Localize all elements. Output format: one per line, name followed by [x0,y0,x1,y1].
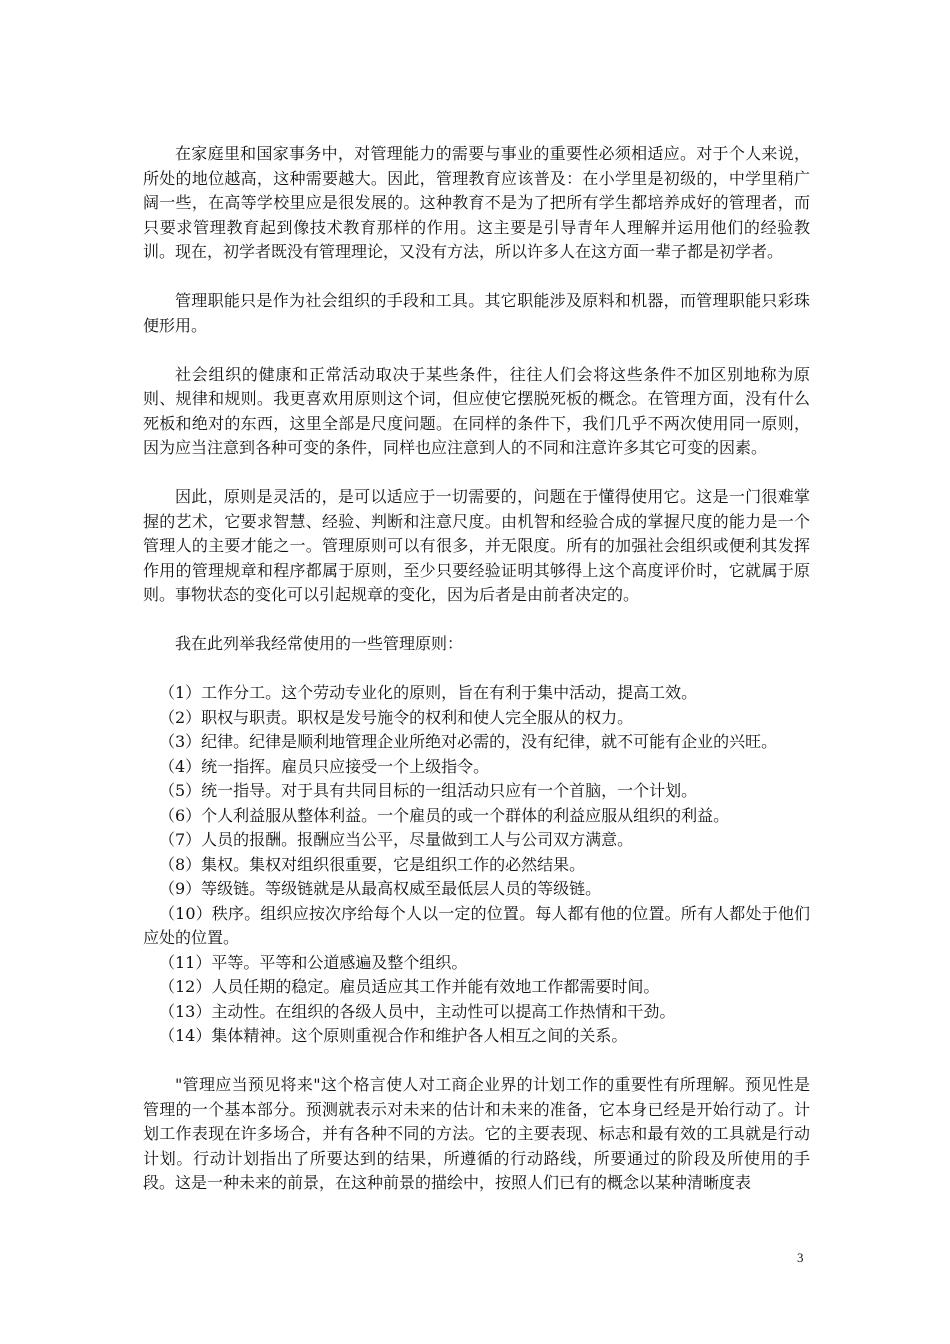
page-body [143,142,810,1196]
list-item: （6）个人利益服从整体利益。一个雇员的或一个群体的利益应服从组织的利益。 [159,805,730,825]
list-item: （3）纪律。纪律是顺利地管理企业所绝对必需的，没有纪律，就不可能有企业的兴旺。 [159,732,778,751]
list-item: （12）人员任期的稳定。雇员适应其工作并能有效地工作都需要时间。 [159,977,660,996]
list-item: （1）工作分工。这个劳动专业化的原则，旨在有利于集中活动，提高工效。 [159,683,698,702]
paragraph-planning: "管理应当预见将来"这个格言使人对工商企业界的计划工作的重要性有所理解。预见性是管理的一个基本部分。预测就表示对未来的估计和未来的准备，它本身已经是开始行动了。计划工作表现在许多场合，并有各种不同的方法。它的主要表现、标志和最有效的工具就是行动计划。行动计划指出了所要达到的结果，所遵循的行动路线，所要通过的阶段及所使用的手段。这是一种未来的前景，在这种前景的描绘中，按照人们已有的概念以某种清晰度表 [143,1075,810,1192]
list-item: （13）主动性。在组织的各级人员中，主动性可以提高工作热情和干劲。 [159,1001,676,1021]
list-item: （5）统一指导。对于具有共同目标的一组活动只应有一个首脑，一个计划。 [159,781,698,800]
list-item: （7）人员的报酬。报酬应当公平，尽量做到工人与公司双方满意。 [159,830,634,849]
paragraph-principles-flexibility: 因此，原则是灵活的，是可以适应于一切需要的，问题在于懂得使用它。这是一门很难掌握的艺术，它要求智慧、经验、判断和注意尺度。由机智和经验合成的掌握尺度的能力是一个管理人的主要才能之一。管理原则可以有很多，并无限度。所有的加强社会组织或便利其发挥作用的管理规章和程序都属于原则，至少只要经验证明其够得上这个高度评价时，它就属于原则。事物状态的变化可以引起规章的变化，因为后者是由前者决定的。 [143,487,810,604]
paragraph-management-education: 在家庭里和国家事务中，对管理能力的需要与事业的重要性必须相适应。对于个人来说，所处的地位越高，这种需要越大。因此，管理教育应该普及：在小学里是初级的，中学里稍广阔一些，在高等学校里应是很发展的。这种教育不是为了把所有学生都培养成好的管理者，而只要求管理教育起到像技术教育那样的作用。这主要是引导青年人理解并运用他们的经验教训。现在，初学者既没有管理理论，又没有方法，所以许多人在这方面一辈子都是初学者。 [143,144,810,261]
page-number: 3 [797,1250,804,1265]
list-item: （9）等级链。等级链就是从最高权威至最低层人员的等级链。 [159,879,602,898]
paragraph-principles-definition: 社会组织的健康和正常活动取决于某些条件，往往人们会将这些条件不加区别地称为原则、规律和规则。我更喜欢用原则这个词，但应使它摆脱死板的概念。在管理方面，没有什么死板和绝对的东西，这里全部是尺度问题。在同样的条件下，我们几乎不两次使用同一原则，因为应当注意到各种可变的条件，同样也应注意到人的不同和注意许多其它可变的因素。 [143,364,810,457]
list-item: （4）统一指挥。雇员只应接受一个上级指令。 [159,756,490,776]
list-item: （2）职权与职责。职权是发号施令的权利和使人完全服从的权力。 [159,707,634,727]
paragraph-principles-intro: 我在此列举我经常使用的一些管理原则： [175,634,464,653]
list-item: （14）集体精神。这个原则重视合作和维护各人相互之间的关系。 [159,1026,628,1045]
list-item: （11）平等。平等和公道感遍及整个组织。 [159,952,468,972]
principles-list [143,681,810,1049]
paragraph-management-function: 管理职能只是作为社会组织的手段和工具。其它职能涉及原料和机器，而管理职能只彩珠便形用。 [143,291,810,335]
list-item: （8）集权。集权对组织很重要，它是组织工作的必然结果。 [159,854,586,874]
list-item: （10）秩序。组织应按次序给每个人以一定的位置。每人都有他的位置。所有人都处于他们应处的位置。 [143,903,810,947]
